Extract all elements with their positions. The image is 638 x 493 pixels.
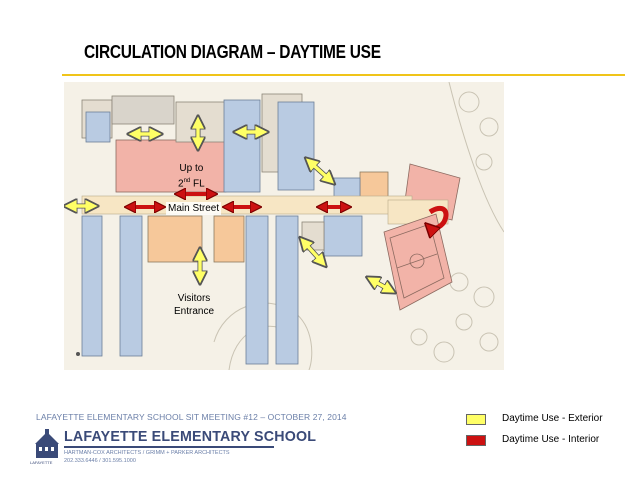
entrance-text: Entrance: [174, 306, 215, 317]
up-to-text: Up to: [179, 163, 204, 174]
up-to-second-floor-label: [178, 162, 205, 190]
logo-mark-label: LAFAYETTE: [30, 460, 53, 465]
main-street-label: Main Street: [168, 203, 220, 214]
floor-number: 2: [178, 178, 184, 190]
second-floor-text: [178, 175, 205, 190]
site-plan: [64, 82, 504, 370]
floor-abbrev: FL: [190, 178, 205, 190]
legend-interior-label: Daytime Use - Interior: [502, 434, 600, 445]
visitors-text: Visitors: [177, 293, 211, 304]
floor-suffix: nd: [183, 178, 191, 184]
exterior-swatch: [466, 414, 486, 425]
interior-swatch: [466, 435, 486, 446]
meeting-footer: LAFAYETTE ELEMENTARY SCHOOL SIT MEETING #12 – OCTOBER 27, 2014: [36, 412, 347, 422]
logo-architects: HARTMAN-COX ARCHITECTS / GRIMM + PARKER ARCHITECTS: [64, 450, 230, 456]
title-underline: [62, 74, 625, 76]
school-logo: [30, 428, 317, 468]
site-plan-drawing: [64, 82, 504, 370]
logo-divider: [64, 446, 274, 448]
logo-school-name: LAFAYETTE ELEMENTARY SCHOOL: [64, 428, 317, 445]
logo-phone: 202.333.6446 / 301.595.1000: [64, 458, 136, 464]
legend-exterior-label: Daytime Use - Exterior: [502, 413, 603, 424]
slide-title: CIRCULATION DIAGRAM – DAYTIME USE: [84, 42, 381, 62]
visitors-entrance-label: [174, 292, 214, 318]
